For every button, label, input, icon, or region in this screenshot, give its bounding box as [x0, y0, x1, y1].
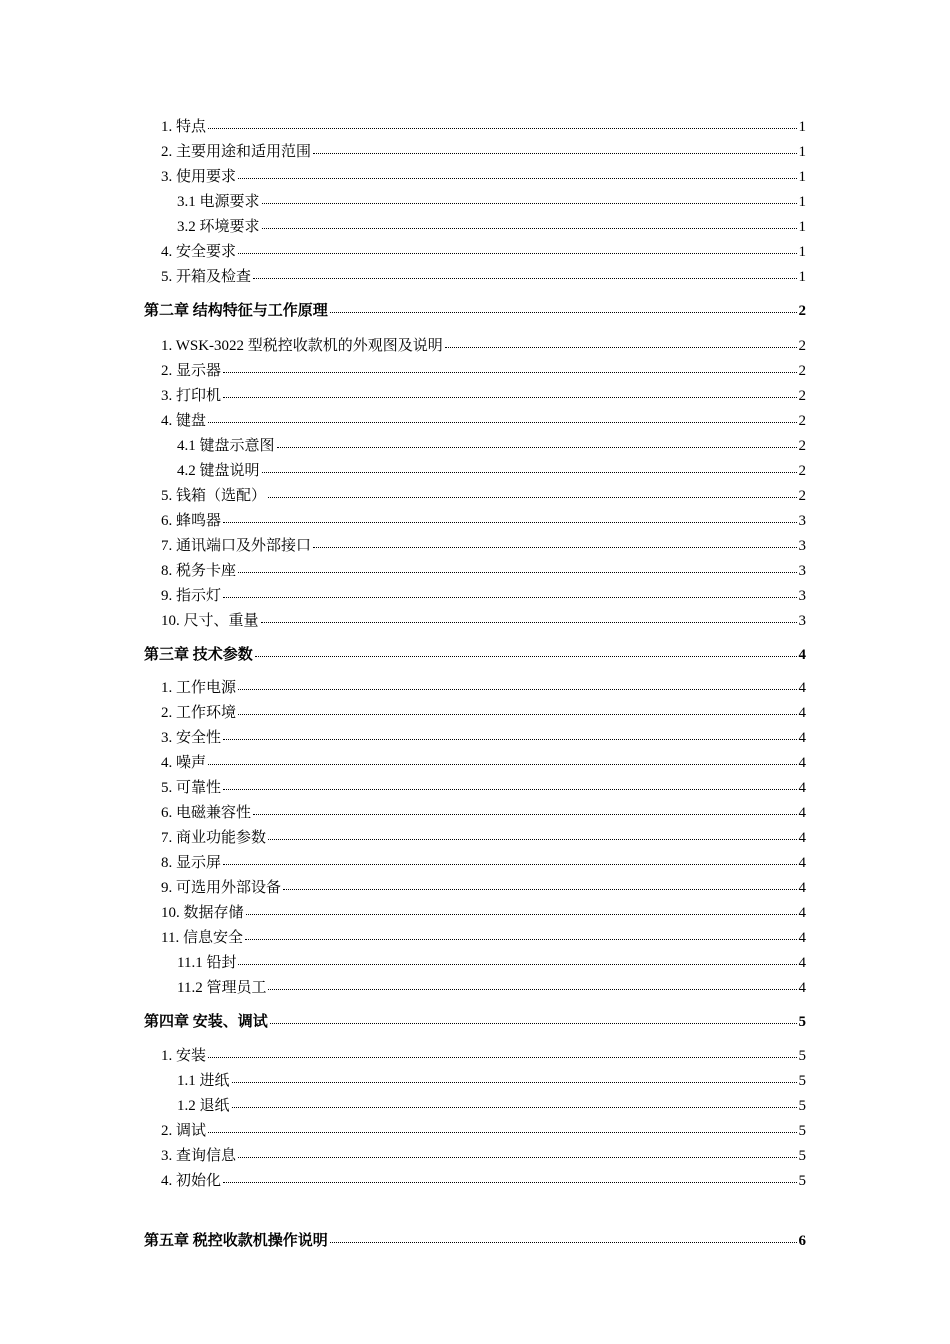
toc-entry[interactable]: [161, 1121, 806, 1141]
toc-entry[interactable]: [177, 192, 806, 212]
toc-page-number: 4: [798, 780, 806, 796]
toc-entry-title: 第三章 技术参数: [144, 647, 253, 663]
toc-page-number: 2: [798, 363, 806, 379]
dot-leader: [313, 546, 796, 548]
dot-leader: [262, 227, 797, 229]
toc-chapter-entry[interactable]: [144, 645, 806, 665]
toc-entry-title: 1. 工作电源: [161, 680, 237, 696]
toc-page-number: 1: [798, 144, 806, 160]
toc-entry-title: 5. 钱箱（选配）: [161, 488, 267, 504]
dot-leader: [208, 1056, 796, 1058]
dot-leader: [223, 521, 796, 523]
toc-entry[interactable]: [161, 778, 806, 798]
toc-entry-title: 第四章 安装、调试: [144, 1014, 268, 1030]
toc-page-number: 2: [798, 488, 806, 504]
toc-entry-title: 4.2 键盘说明: [177, 463, 260, 479]
toc-entry-title: 5. 开箱及检查: [161, 269, 252, 285]
toc-entry[interactable]: [161, 728, 806, 748]
toc-entry[interactable]: [161, 336, 806, 356]
toc-page-number: 5: [798, 1048, 806, 1064]
dot-leader: [330, 311, 797, 313]
toc-page-number: 5: [798, 1098, 806, 1114]
toc-entry[interactable]: [161, 511, 806, 531]
toc-entry-title: 4. 初始化: [161, 1173, 222, 1189]
toc-entry-title: 2. 调试: [161, 1123, 207, 1139]
toc-page-number: 5: [798, 1073, 806, 1089]
toc-entry-title: 8. 显示屏: [161, 855, 222, 871]
toc-entry[interactable]: [177, 1071, 806, 1091]
toc-entry-title: 6. 电磁兼容性: [161, 805, 252, 821]
dot-leader: [253, 277, 796, 279]
toc-entry[interactable]: [161, 586, 806, 606]
dot-leader: [238, 963, 796, 965]
dot-leader: [262, 471, 797, 473]
dot-leader: [223, 396, 796, 398]
dot-leader: [262, 202, 797, 204]
toc-entry[interactable]: [161, 903, 806, 923]
toc-chapter-entry[interactable]: [144, 301, 806, 321]
toc-page-number: 4: [798, 955, 806, 971]
toc-entry[interactable]: [161, 611, 806, 631]
toc-page-number: 5: [798, 1148, 806, 1164]
toc-entry[interactable]: [161, 386, 806, 406]
toc-page-number: 2: [798, 463, 806, 479]
toc-entry[interactable]: [161, 117, 806, 137]
dot-leader: [238, 252, 796, 254]
toc-entry-title: 7. 商业功能参数: [161, 830, 267, 846]
dot-leader: [268, 496, 796, 498]
toc-entry-title: 2. 工作环境: [161, 705, 237, 721]
toc-page-number: 4: [798, 647, 806, 663]
toc-page-number: 1: [798, 194, 806, 210]
toc-page-number: 2: [798, 413, 806, 429]
toc-page-number: 4: [798, 730, 806, 746]
toc-entry-title: 1. WSK-3022 型税控收款机的外观图及说明: [161, 338, 443, 354]
toc-entry-title: 3. 使用要求: [161, 169, 237, 185]
toc-entry-title: 3. 查询信息: [161, 1148, 237, 1164]
toc-entry[interactable]: [161, 1146, 806, 1166]
toc-page-number: 2: [798, 338, 806, 354]
toc-entry[interactable]: [161, 928, 806, 948]
toc-page-number: 1: [798, 119, 806, 135]
toc-entry-title: 6. 蜂鸣器: [161, 513, 222, 529]
toc-page-number: 6: [798, 1233, 806, 1249]
toc-entry-title: 1. 特点: [161, 119, 207, 135]
dot-leader: [246, 913, 797, 915]
toc-entry-title: 1.1 进纸: [177, 1073, 230, 1089]
toc-entry[interactable]: [161, 561, 806, 581]
toc-page-number: 1: [798, 169, 806, 185]
dot-leader: [268, 838, 796, 840]
toc-entry[interactable]: [161, 853, 806, 873]
dot-leader: [232, 1106, 797, 1108]
dot-leader: [313, 152, 796, 154]
dot-leader: [270, 1022, 797, 1024]
toc-entry-title: 11. 信息安全: [161, 930, 243, 946]
toc-page-number: 4: [798, 705, 806, 721]
toc-page-number: 1: [798, 219, 806, 235]
toc-page-number: 3: [798, 538, 806, 554]
toc-entry-title: 第五章 税控收款机操作说明: [144, 1233, 328, 1249]
toc-entry-title: 9. 指示灯: [161, 588, 222, 604]
toc-entry[interactable]: [177, 461, 806, 481]
toc-page-number: 1: [798, 244, 806, 260]
toc-entry[interactable]: [161, 361, 806, 381]
toc-entry[interactable]: [161, 678, 806, 698]
toc-page-number: 4: [798, 880, 806, 896]
toc-page-number: 2: [798, 303, 806, 319]
toc-entry-title: 9. 可选用外部设备: [161, 880, 282, 896]
dot-leader: [445, 346, 797, 348]
toc-page-number: 4: [798, 930, 806, 946]
toc-entry[interactable]: [161, 536, 806, 556]
toc-page-number: 4: [798, 855, 806, 871]
toc-entry[interactable]: [161, 267, 806, 287]
dot-leader: [223, 371, 796, 373]
dot-leader: [253, 813, 796, 815]
dot-leader: [223, 1181, 796, 1183]
toc-entry[interactable]: [161, 753, 806, 773]
toc-entry-title: 1.2 退纸: [177, 1098, 230, 1114]
toc-page-number: 3: [798, 613, 806, 629]
toc-entry-title: 1. 安装: [161, 1048, 207, 1064]
toc-entry-title: 3.2 环境要求: [177, 219, 260, 235]
toc-entry-title: 11.1 铅封: [177, 955, 237, 971]
toc-entry-title: 2. 显示器: [161, 363, 222, 379]
toc-entry-title: 4.1 键盘示意图: [177, 438, 275, 454]
toc-page-number: 4: [798, 755, 806, 771]
dot-leader: [255, 655, 797, 657]
toc-entry-title: 4. 噪声: [161, 755, 207, 771]
toc-entry[interactable]: [161, 803, 806, 823]
toc-page-number: 5: [798, 1123, 806, 1139]
toc-entry[interactable]: [177, 1096, 806, 1116]
toc-entry-title: 3. 安全性: [161, 730, 222, 746]
dot-leader: [238, 571, 796, 573]
dot-leader: [283, 888, 796, 890]
dot-leader: [208, 127, 796, 129]
toc-entry[interactable]: [161, 703, 806, 723]
toc-page-number: 4: [798, 905, 806, 921]
toc-page-number: 4: [798, 980, 806, 996]
dot-leader: [261, 621, 797, 623]
dot-leader: [208, 421, 796, 423]
toc-entry[interactable]: [177, 217, 806, 237]
toc-entry-title: 10. 尺寸、重量: [161, 613, 259, 629]
toc-entry[interactable]: [161, 1046, 806, 1066]
toc-entry-title: 5. 可靠性: [161, 780, 222, 796]
toc-page-number: 1: [798, 269, 806, 285]
toc-page-number: 4: [798, 830, 806, 846]
toc-page-number: 2: [798, 438, 806, 454]
toc-entry-title: 3.1 电源要求: [177, 194, 260, 210]
toc-entry-title: 2. 主要用途和适用范围: [161, 144, 312, 160]
toc-entry[interactable]: [161, 1171, 806, 1191]
toc-entry-title: 4. 键盘: [161, 413, 207, 429]
dot-leader: [238, 688, 796, 690]
dot-leader: [208, 1131, 796, 1133]
toc-entry[interactable]: [161, 878, 806, 898]
toc-page-number: 4: [798, 680, 806, 696]
toc-entry-title: 3. 打印机: [161, 388, 222, 404]
toc-entry[interactable]: [161, 167, 806, 187]
toc-entry-title: 4. 安全要求: [161, 244, 237, 260]
toc-chapter-entry[interactable]: [144, 1012, 806, 1032]
toc-entry[interactable]: [161, 411, 806, 431]
dot-leader: [238, 177, 796, 179]
toc-entry-title: 第二章 结构特征与工作原理: [144, 303, 328, 319]
toc-entry-title: 8. 税务卡座: [161, 563, 237, 579]
toc-entry[interactable]: [161, 828, 806, 848]
toc-entry[interactable]: [177, 953, 806, 973]
toc-entry[interactable]: [161, 242, 806, 262]
dot-leader: [232, 1081, 797, 1083]
toc-page-number: 3: [798, 563, 806, 579]
dot-leader: [245, 938, 797, 940]
toc-entry[interactable]: [161, 142, 806, 162]
toc-page-number: 5: [798, 1014, 806, 1030]
dot-leader: [223, 863, 796, 865]
toc-entry[interactable]: [161, 486, 806, 506]
toc-page-number: 4: [798, 805, 806, 821]
toc-entry-title: 7. 通讯端口及外部接口: [161, 538, 312, 554]
toc-entry-title: 11.2 管理员工: [177, 980, 267, 996]
dot-leader: [330, 1241, 797, 1243]
dot-leader: [223, 738, 796, 740]
dot-leader: [238, 713, 796, 715]
dot-leader: [238, 1156, 796, 1158]
toc-entry-title: 10. 数据存储: [161, 905, 244, 921]
dot-leader: [268, 988, 796, 990]
dot-leader: [223, 788, 796, 790]
toc-chapter-entry[interactable]: [144, 1231, 806, 1251]
toc-page-number: 3: [798, 513, 806, 529]
toc-page-number: 3: [798, 588, 806, 604]
toc-entry[interactable]: [177, 436, 806, 456]
toc-page-number: 5: [798, 1173, 806, 1189]
dot-leader: [208, 763, 796, 765]
toc-page-number: 2: [798, 388, 806, 404]
toc-entry[interactable]: [177, 978, 806, 998]
dot-leader: [277, 446, 797, 448]
dot-leader: [223, 596, 796, 598]
